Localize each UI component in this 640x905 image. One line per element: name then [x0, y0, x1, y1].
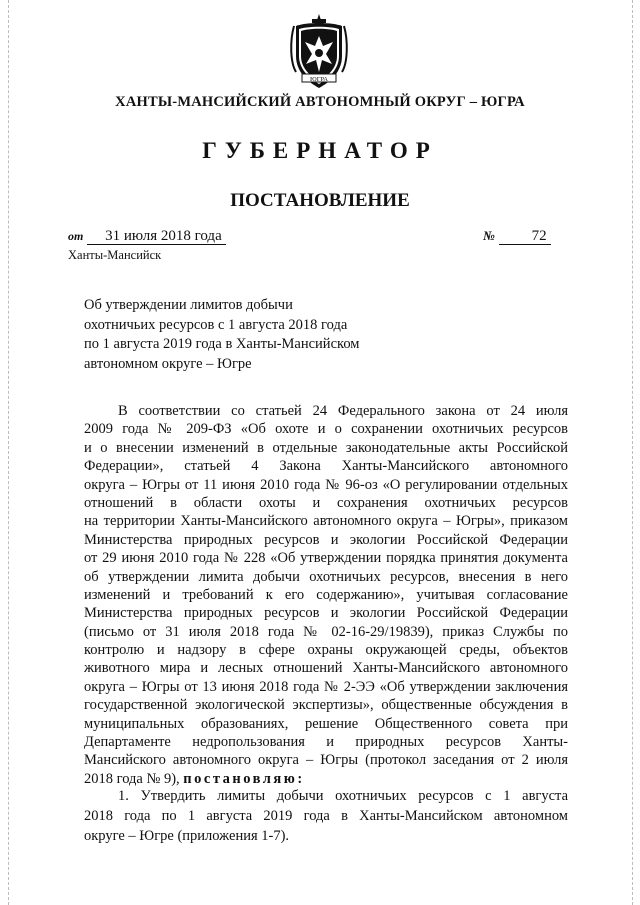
region-title: ХАНТЫ-МАНСИЙСКИЙ АВТОНОМНЫЙ ОКРУГ – ЮГРА	[115, 94, 525, 110]
preamble-line: Мансийского автономного округа – Югры (протокол заседания от 2 июля	[84, 752, 568, 769]
preamble-line: 2009 года № 209-ФЗ «Об охоте и о сохранении охотничьих ресурсов	[84, 421, 568, 438]
item-line: 1. Утвердить лимиты добычи охотничьих ресурсов с 1 августа	[118, 788, 568, 804]
preamble-line: муниципальных образованиях, решение Общественного совета при	[84, 715, 568, 732]
number-line	[483, 228, 551, 245]
preamble-line: на территории Ханты-Мансийского автономного округа – Югры», приказом	[84, 513, 568, 530]
date-line	[68, 228, 226, 245]
resolve-word: постановляю:	[183, 770, 305, 787]
subject-line: охотничьих ресурсов с 1 августа 2018 года	[84, 316, 348, 333]
preamble-paragraph	[84, 402, 568, 788]
authority-title: ГУБЕРНАТОР	[202, 138, 438, 163]
item-line: округе – Югре (приложения 1-7).	[84, 828, 290, 844]
preamble-line: В соответствии со статьей 24 Федерального закона от 24 июля	[118, 403, 568, 419]
preamble-line: округа – Югры от 11 июня 2010 года № 96-оз «О регулировании отдельных	[84, 476, 568, 493]
preamble-line-end: 2018 года № 9),	[84, 770, 180, 787]
preamble-line: животного мира и лесных отношений Ханты-Мансийского автономного	[84, 660, 568, 677]
preamble-line: от 29 июня 2010 года № 228 «Об утверждении порядка принятия документа	[84, 550, 568, 567]
resolution-item-1	[84, 786, 568, 846]
preamble-line: Министерства природных ресурсов и экологии Российской Федерации	[84, 605, 568, 622]
subject-line: по 1 августа 2019 года в Ханты-Мансийском	[84, 336, 360, 352]
preamble-line: округа – Югры от 13 июня 2018 года № 2-ЭЭ «Об утверждении заключения	[84, 678, 568, 695]
number-prefix: №	[483, 228, 495, 243]
preamble-line: Федерации», статьей 4 Закона Ханты-Мансийского автономного	[84, 458, 568, 475]
preamble-line: (письмо от 31 июля 2018 года № 02-16-29/19839), приказ Службы по	[84, 623, 568, 640]
document-number: 72	[499, 228, 551, 245]
scan-edge-left	[8, 0, 10, 905]
subject-line: автономном округе – Югре	[84, 355, 252, 372]
coat-of-arms-icon	[288, 12, 350, 94]
preamble-line: изменений и требований к его содержанию», учитывая согласование	[84, 586, 568, 603]
decree-subject	[84, 296, 359, 374]
preamble-line: и о внесении изменений в отдельные законодательные акты Российской	[84, 439, 568, 456]
document-date: 31 июля 2018 года	[87, 228, 226, 245]
preamble-line: отношений в области охоты и сохранения охотничьих ресурсов	[84, 494, 568, 511]
svg-text:ЮГРА: ЮГРА	[310, 76, 328, 83]
preamble-line: государственной экологической экспертизы», общественные обсуждения в	[84, 697, 568, 714]
preamble-line: об утверждении лимита добычи охотничьих ресурсов, внесения в него	[84, 568, 568, 585]
date-prefix: от	[68, 229, 84, 243]
document-type: ПОСТАНОВЛЕНИЕ	[230, 190, 410, 211]
city-name: Ханты-Мансийск	[68, 248, 162, 262]
subject-line: Об утверждении лимитов добычи	[84, 297, 293, 313]
item-line: 2018 года по 1 августа 2019 года в Ханты-Мансийском автономном	[84, 808, 568, 824]
scan-edge-right	[632, 0, 634, 905]
preamble-line: Департаменте недропользования и природных ресурсов Ханты-	[84, 734, 568, 751]
preamble-line: Министерства природных ресурсов и экологии Российской Федерации	[84, 531, 568, 548]
preamble-line: контролю и надзору в сфере охраны окружающей среды, объектов	[84, 642, 568, 659]
